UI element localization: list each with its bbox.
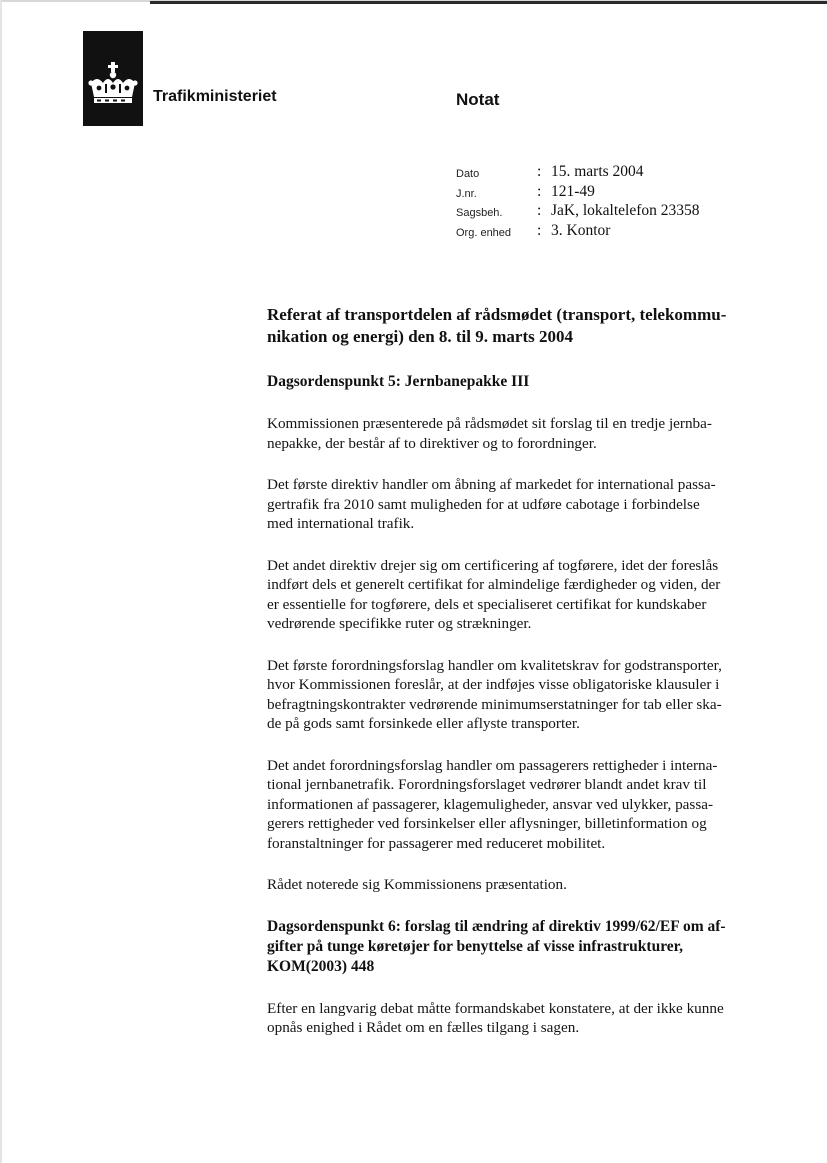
- meta-row-org-unit: [456, 222, 776, 242]
- section-6-heading: Dagsordenspunkt 6: forslag til ændring af direktiv 1999/62/EF om af- gifter på tunge køretøjer for benyttelse af visse infrastrukturer, KOM(2003) 448: [267, 917, 726, 975]
- meta-value: 15. marts 2004: [551, 163, 644, 180]
- scan-edge-left: [0, 0, 2, 1163]
- meta-label: Dato: [456, 168, 480, 180]
- meta-label: Sagsbeh.: [456, 207, 503, 219]
- document-title: [267, 304, 753, 348]
- document-body: [267, 304, 753, 1038]
- metadata-block: [456, 163, 776, 241]
- paragraph: Kommissionen præsenterede på rådsmødet sit forslag til en tredje jernba- nepakke, der består af to direktiver og to forordninger.: [267, 415, 712, 452]
- meta-label: J.nr.: [456, 187, 477, 200]
- scan-edge-top-dark: [150, 1, 827, 4]
- ministry-name: Trafikministeriet: [153, 88, 277, 105]
- paragraph: Det andet forordningsforslag handler om passagerers rettigheder i interna- tional jernbanetrafik. Forordningsforslaget vedrører blandt andet krav til informationen af passagerer, klagemuligheder, ansvar ved ulykker, passa- gerers rettigheder ved forsinkelser eller aflysninger, billetinformation og foranstaltninger for passagerer med reduceret mobilitet.: [267, 756, 718, 852]
- meta-separator: :: [537, 202, 542, 219]
- logo: [83, 31, 143, 126]
- meta-separator: :: [537, 182, 542, 200]
- paragraph: Det første direktiv handler om åbning af markedet for international passa- gertrafik fra 2010 samt muligheden for at udføre cabotage i forbindelse med international trafik.: [267, 476, 716, 532]
- meta-value: 3. Kontor: [551, 221, 611, 239]
- document-type: Notat: [456, 90, 500, 109]
- meta-separator: :: [537, 163, 542, 180]
- meta-row-journal-number: [456, 183, 776, 203]
- meta-value: JaK, lokaltelefon 23358: [551, 202, 700, 219]
- paragraph: Det første forordningsforslag handler om kvalitetskrav for godstransporter, hvor Kommissionen foreslår, at der indføjes visse obligatoriske klausuler i befragtningskontrakter vedrørende minimumserstatninger for tab eller ska- de på gods samt forsinkede eller aflyste transporter.: [267, 656, 722, 732]
- title-line: nikation og energi) den 8. til 9. marts 2004: [267, 327, 573, 346]
- meta-row-date: [456, 163, 776, 183]
- paragraph: Det andet direktiv drejer sig om certificering af togførere, idet der foreslås indført dels et generelt certifikat for almindelige færdigheder og viden, der er essentielle for togførere, dels et specialiseret certifikat for kundskaber vedrørende specifikke ruter og strækninger.: [267, 556, 721, 632]
- meta-value: 121-49: [551, 182, 595, 200]
- paragraph: Rådet noterede sig Kommissionens præsentation.: [267, 876, 567, 893]
- meta-label: Org. enhed: [456, 226, 512, 239]
- paragraph: Efter en langvarig debat måtte formandskabet konstatere, at der ikke kunne opnås enighed i Rådet om en fælles tilgang i sagen.: [267, 999, 724, 1036]
- crown-logo-icon: [83, 31, 143, 126]
- section-5-heading: Dagsordenspunkt 5: Jernbanepakke III: [267, 373, 530, 390]
- title-line: Referat af transportdelen af rådsmødet (transport, telekommu-: [267, 305, 727, 324]
- meta-row-case-officer: [456, 202, 776, 222]
- meta-separator: :: [537, 221, 542, 239]
